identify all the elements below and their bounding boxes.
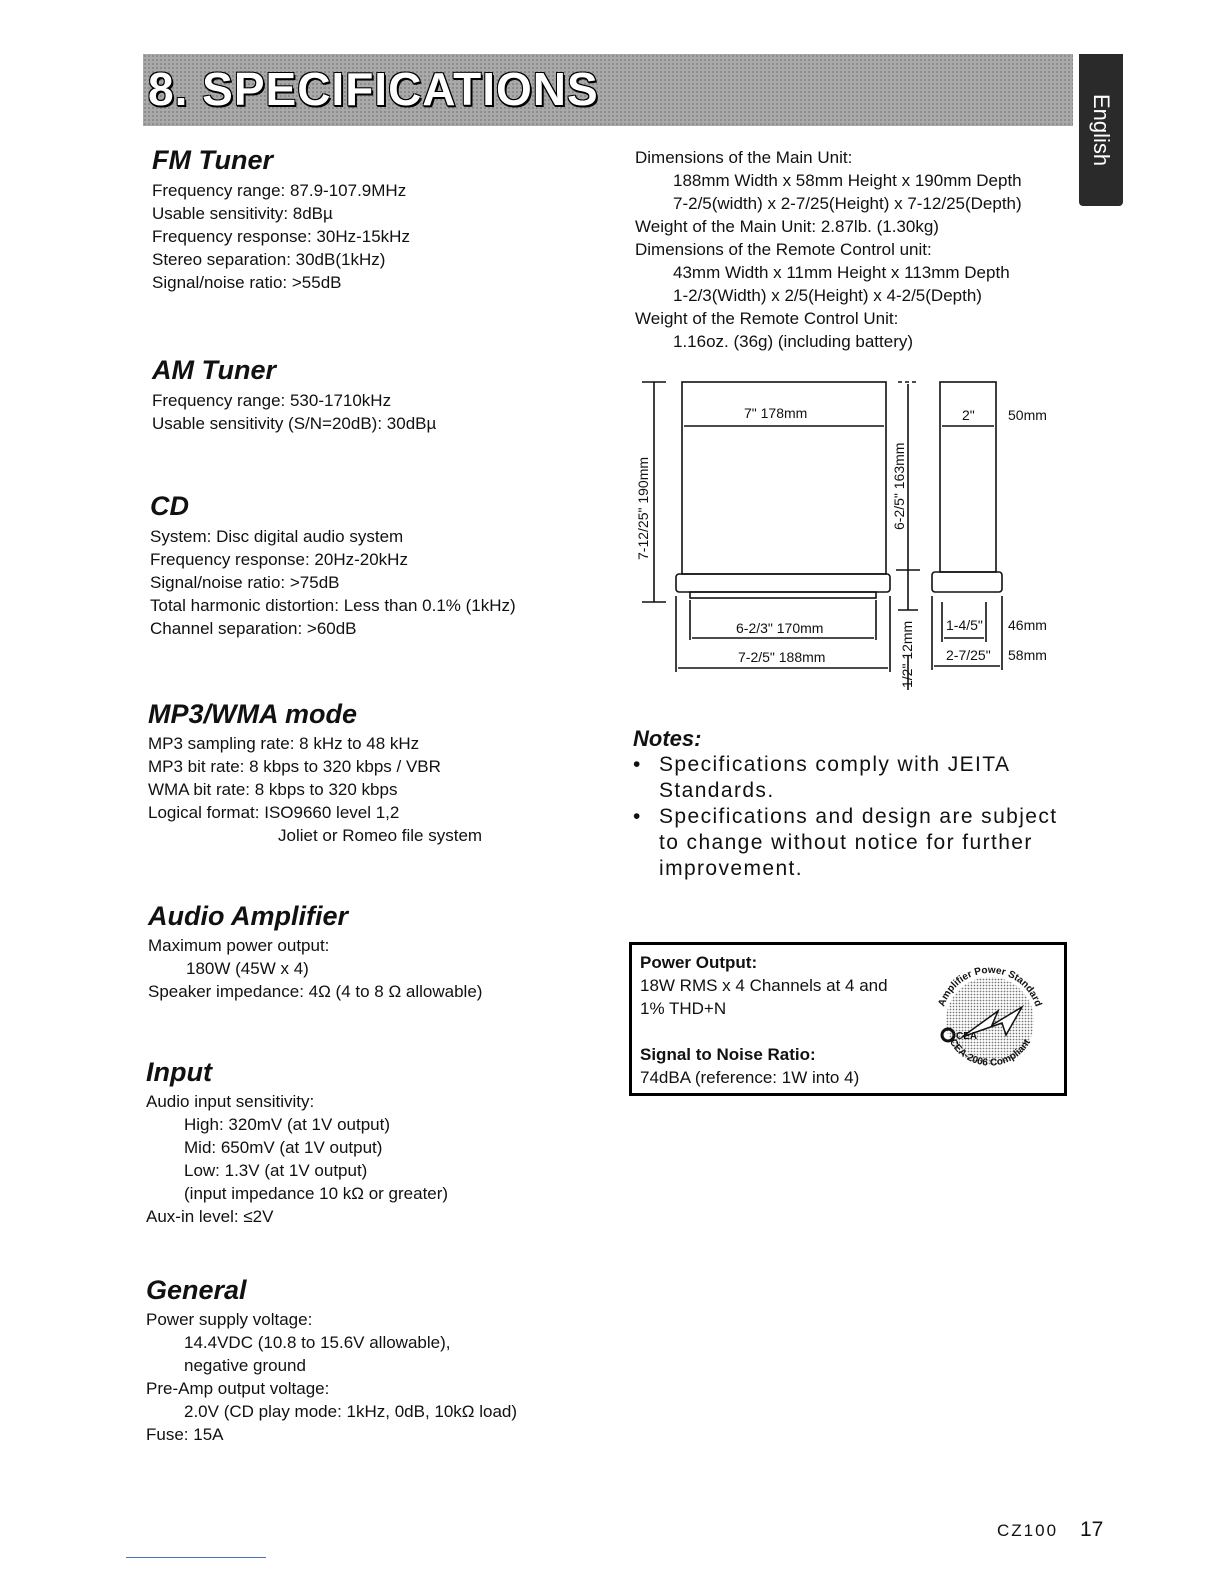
am-tuner-section — [152, 354, 436, 435]
spec-line: 1-2/3(Width) x 2/5(Height) x 4-2/5(Depth) — [673, 286, 982, 305]
cd-section — [150, 490, 516, 640]
spec-line: Speaker impedance: 4Ω (4 to 8 Ω allowable) — [148, 982, 483, 1001]
note-text: Specifications comply with JEITA Standards. — [659, 753, 1010, 802]
audio-amplifier-heading: Audio Amplifier — [148, 901, 348, 931]
spec-line: Maximum power output: — [148, 936, 330, 955]
side-view-front — [932, 572, 1002, 592]
dim-inner-width: 6-2/3" 170mm — [736, 620, 824, 636]
spec-line: Mid: 650mV (at 1V output) — [184, 1138, 383, 1157]
dim-side-width-mm: 50mm — [1008, 407, 1047, 423]
spec-line: 14.4VDC (10.8 to 15.6V allowable), — [184, 1333, 451, 1352]
cd-heading: CD — [150, 491, 189, 521]
mp3-wma-section — [148, 698, 482, 847]
spec-line: 188mm Width x 58mm Height x 190mm Depth — [673, 171, 1022, 190]
spec-line: Dimensions of the Main Unit: — [635, 148, 853, 167]
spec-line: High: 320mV (at 1V output) — [184, 1115, 391, 1134]
notes-heading: Notes: — [633, 726, 702, 751]
spec-line: Aux-in level: ≤2V — [146, 1207, 274, 1226]
notes-list — [633, 752, 1073, 882]
spec-line: MP3 sampling rate: 8 kHz to 48 kHz — [148, 734, 420, 753]
spec-line: Power supply voltage: — [146, 1310, 313, 1329]
footer-rule — [126, 1557, 266, 1558]
spec-line: Frequency range: 87.9-107.9MHz — [152, 181, 407, 200]
dim-side-width-in: 2" — [962, 407, 975, 423]
page-title: 8. SPECIFICATIONS — [148, 63, 599, 115]
spec-line: negative ground — [184, 1356, 306, 1375]
dim-side-h1-mm: 46mm — [1008, 617, 1047, 633]
main-unit-front-lip — [690, 592, 876, 598]
dim-top-width: 7" 178mm — [744, 405, 808, 421]
spec-line: Stereo separation: 30dB(1kHz) — [152, 250, 386, 269]
footer-model: CZ100 — [997, 1521, 1059, 1540]
power-output-line: 1% THD+N — [640, 999, 727, 1018]
logo-top-text: Amplifier Power Standard — [936, 964, 1044, 1009]
dim-front-depth: 1/2" 12mm — [899, 620, 915, 688]
spec-line: WMA bit rate: 8 kbps to 320 kbps — [148, 780, 398, 799]
note-item — [633, 804, 1073, 882]
spec-line: Dimensions of the Remote Control unit: — [635, 240, 932, 259]
spec-line: Usable sensitivity: 8dBµ — [152, 204, 333, 223]
spec-line: Weight of the Remote Control Unit: — [635, 309, 899, 328]
power-output-line: 18W RMS x 4 Channels at 4 and — [640, 976, 888, 995]
spec-line: Frequency range: 530-1710kHz — [152, 391, 392, 410]
mp3-wma-heading: MP3/WMA mode — [148, 699, 357, 729]
fm-tuner-section — [152, 144, 410, 294]
page-number: 17 — [1080, 1518, 1104, 1541]
spec-line: 180W (45W x 4) — [186, 959, 309, 978]
dim-side-h2-mm: 58mm — [1008, 647, 1047, 663]
spec-line: Frequency response: 20Hz-20kHz — [150, 550, 408, 569]
spec-line: Pre-Amp output voltage: — [146, 1379, 330, 1398]
spec-line: Signal/noise ratio: >75dB — [150, 573, 340, 592]
power-output-label: Power Output: — [640, 953, 758, 972]
logo-bottom-text: CEA-2006 Compliant — [946, 1037, 1034, 1069]
spec-line: Usable sensitivity (S/N=20dB): 30dBµ — [152, 414, 437, 433]
power-output-box — [629, 942, 1067, 1096]
cea-2006-logo — [922, 951, 1058, 1087]
note-text: Specifications and design are subject to change without notice for further improvement. — [659, 805, 1058, 880]
spec-line: 43mm Width x 11mm Height x 113mm Depth — [673, 263, 1010, 282]
note-item — [633, 752, 1073, 804]
spec-line: Low: 1.3V (at 1V output) — [184, 1161, 368, 1180]
dim-outer-width: 7-2/5" 188mm — [738, 649, 826, 665]
dim-left-depth: 7-12/25" 190mm — [635, 456, 651, 560]
spec-line: Weight of the Main Unit: 2.87lb. (1.30kg) — [635, 217, 939, 236]
spec-line: Total harmonic distortion: Less than 0.1% (1kHz) — [150, 596, 516, 615]
spec-line: 1.16oz. (36g) (including battery) — [673, 332, 914, 351]
bullet-icon: • — [633, 805, 642, 828]
dimensions-section — [635, 146, 1022, 353]
spec-line: Fuse: 15A — [146, 1425, 224, 1444]
language-tab-label: English — [1089, 93, 1114, 167]
spec-line: Joliet or Romeo file system — [278, 826, 483, 845]
spec-line: 2.0V (CD play mode: 1kHz, 0dB, 10kΩ load) — [184, 1402, 518, 1421]
snr-value: 74dBA (reference: 1W into 4) — [640, 1068, 860, 1087]
spec-line: Frequency response: 30Hz-15kHz — [152, 227, 410, 246]
spec-line: Logical format: ISO9660 level 1,2 — [148, 803, 400, 822]
spec-line: 7-2/5(width) x 2-7/25(Height) x 7-12/25(Depth) — [673, 194, 1022, 213]
spec-line: Signal/noise ratio: >55dB — [152, 273, 342, 292]
input-heading: Input — [146, 1057, 212, 1087]
bullet-icon: • — [633, 753, 642, 776]
snr-label: Signal to Noise Ratio: — [640, 1045, 816, 1064]
dim-inner-depth: 6-2/5" 163mm — [891, 442, 907, 530]
input-section — [146, 1056, 448, 1228]
spec-line: (input impedance 10 kΩ or greater) — [184, 1184, 449, 1203]
dim-side-h1-in: 1-4/5" — [946, 617, 983, 633]
main-unit-front — [676, 574, 890, 592]
dim-side-h2-in: 2-7/25" — [946, 647, 991, 663]
spec-line: System: Disc digital audio system — [150, 527, 404, 546]
fm-tuner-heading: FM Tuner — [152, 145, 273, 175]
general-heading: General — [146, 1275, 247, 1305]
general-section — [146, 1274, 517, 1446]
am-tuner-heading: AM Tuner — [152, 355, 277, 385]
spec-line: Channel separation: >60dB — [150, 619, 357, 638]
dimension-diagram — [620, 370, 1080, 700]
logo-mark-text: CEA — [956, 1031, 978, 1042]
spec-line: Audio input sensitivity: — [146, 1092, 315, 1111]
spec-line: MP3 bit rate: 8 kbps to 320 kbps / VBR — [148, 757, 441, 776]
audio-amplifier-section — [148, 900, 482, 1003]
